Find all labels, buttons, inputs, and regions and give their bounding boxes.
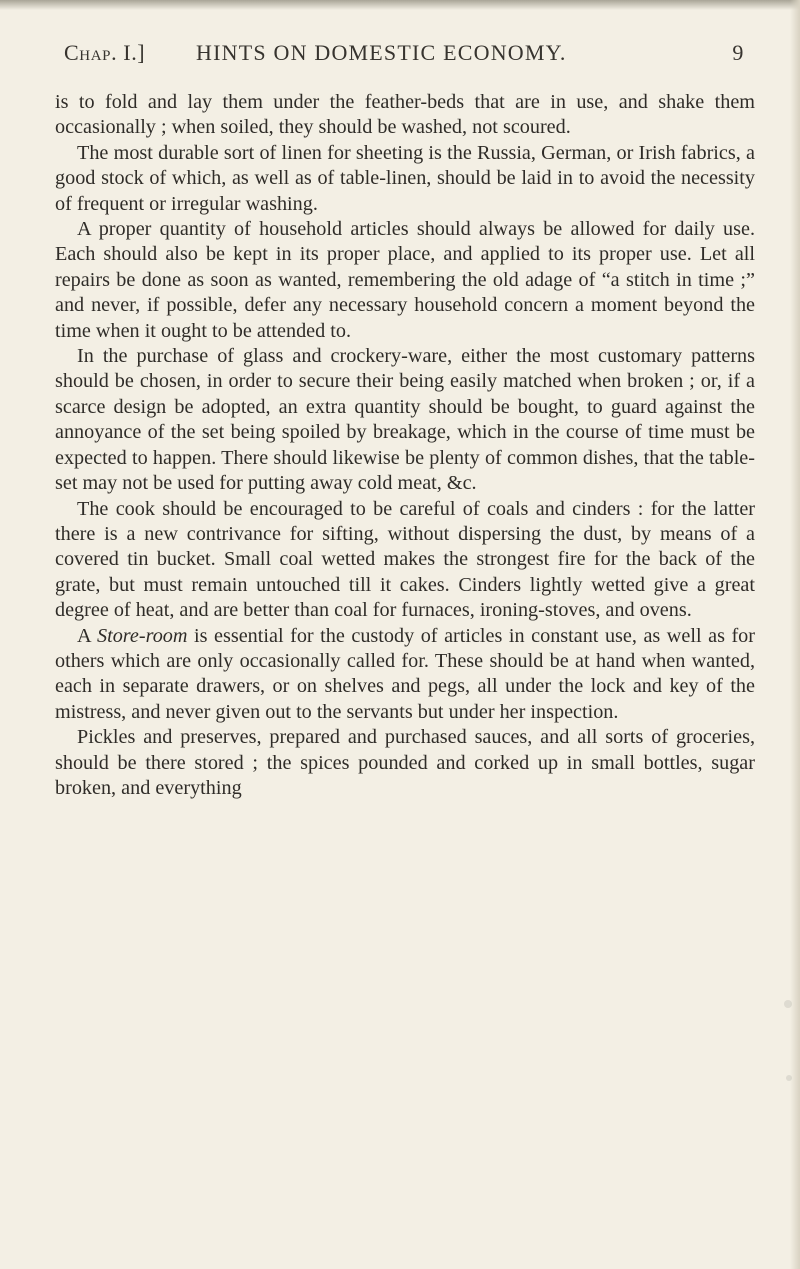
paper-spot [784, 1000, 792, 1008]
paragraph [55, 90, 755, 141]
paragraph [55, 141, 755, 217]
paragraph-text: The cook should be encouraged to be careful of coals and cinders : for the latter there is a new contrivance for sifting, without dispersing the dust, by means of a covered tin bucket. Small coal wetted makes the strongest fire for the back of the grate, but must remain untouched till it cakes. Cinders lightly wetted give a great degree of heat, and are better than coal for furnaces, ironing-stoves, and ovens. [55, 497, 755, 622]
paragraph-text: The most durable sort of linen for sheeting is the Russia, German, or Irish fabrics, a good stock of which, as well as of table-linen, should be laid in to avoid the necessity of frequent or irregular washing. [55, 141, 755, 215]
paragraph [55, 217, 755, 344]
paragraph-text: In the purchase of glass and crockery-ware, either the most customary patterns should be chosen, in order to secure their being easily matched when broken ; or, if a scarce design be adopted, an extra quantity should be bought, to guard against the annoyance of the set being spoiled by breakage, which in the course of time must be expected to happen. There should likewise be plenty of common dishes, that the table-set may not be used for putting away cold meat, &c. [55, 345, 755, 495]
paragraph-text: Pickles and preserves, prepared and purchased sauces, and all sorts of groceries, should be there stored ; the spices pounded and corked up in small bottles, sugar broken, and everything [55, 726, 755, 799]
paragraph-text: is essential for the custody of articles in constant use, as well as for others which are only occasionally called for. These should be at hand when wanted, each in separate drawers, or on shelves and pegs, all under the lock and key of the mistress, and never given out to the servants but under her inspection. [55, 624, 756, 723]
running-title: HINTS ON DOMESTIC ECONOMY. [196, 40, 567, 65]
page-top-shadow [0, 0, 800, 10]
paragraph-text: is to fold and lay them under the feather-beds that are in use, and shake them occasionally ; when soiled, they should be washed, not scoured. [55, 91, 755, 139]
running-header [64, 40, 748, 72]
paragraph-text: A proper quantity of household articles should always be allowed for daily use. Each should also be kept in its proper place, and applied to its proper use. Let all repairs be done as soon as wanted, remembering the old adage of “a stitch in time ;” and never, if possible, defer any necessary household concern a moment beyond the time when it ought to be attended to. [55, 218, 755, 342]
paragraph-lead: A [77, 624, 91, 647]
chapter-label: Chap. I.] [64, 40, 146, 65]
italic-term: Store-room [97, 624, 188, 647]
paragraph [55, 624, 755, 726]
body-text [55, 90, 755, 801]
page-number: 9 [732, 40, 744, 65]
paragraph [55, 497, 755, 624]
paragraph [55, 725, 755, 801]
paragraph [55, 344, 755, 496]
paper-spot [786, 1075, 792, 1081]
